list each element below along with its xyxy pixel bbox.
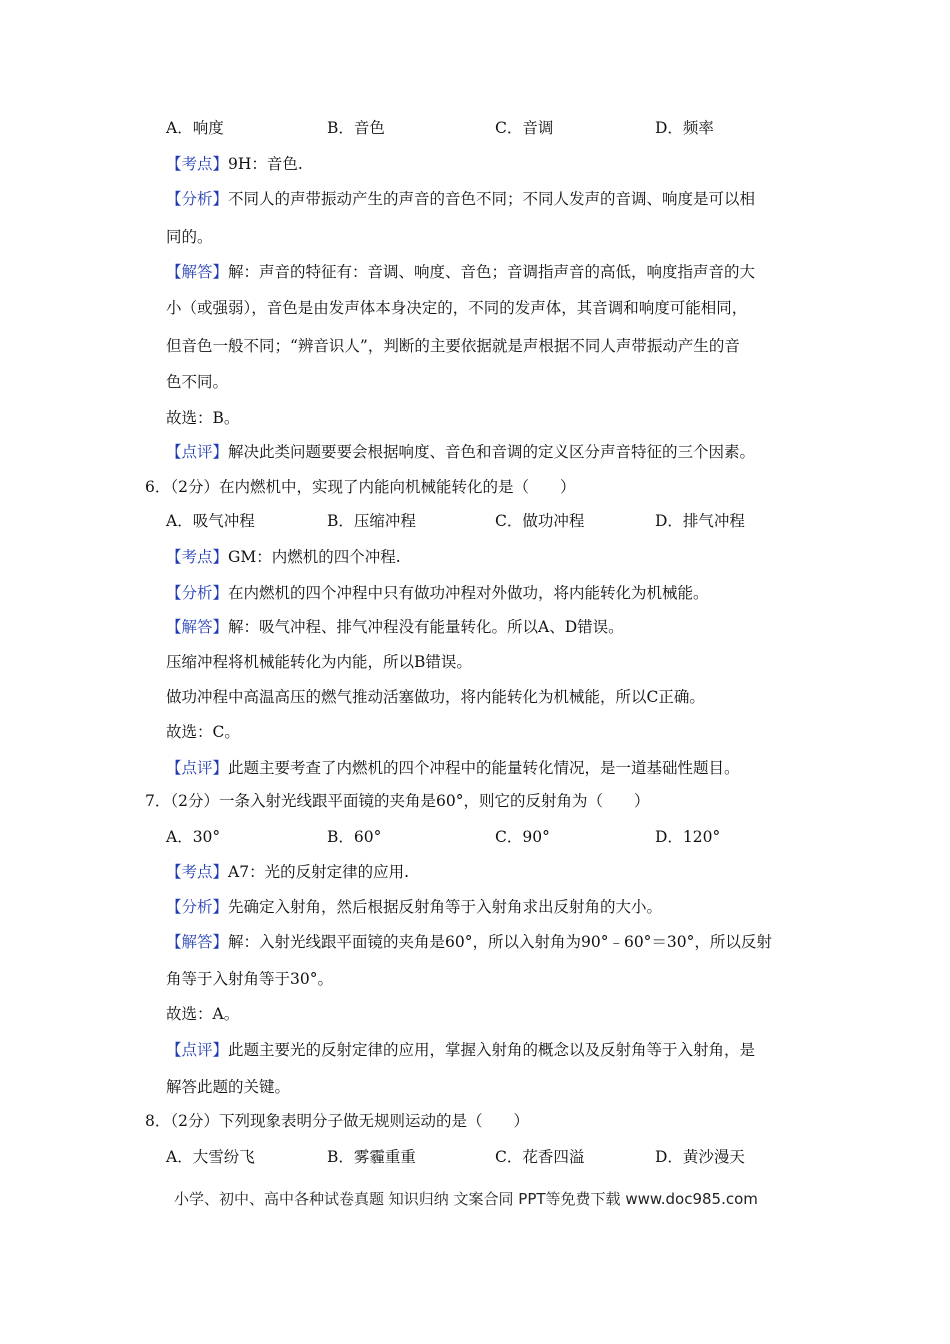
fenxi-line [166, 582, 709, 604]
option-c: C．花香四溢 [495, 1148, 585, 1166]
fenxi-text: 在内燃机的四个冲程中只有做功冲程对外做功，将内能转化为机械能。 [228, 584, 709, 602]
option-d: D．黄沙漫天 [655, 1148, 745, 1166]
page-footer: 小学、初中、高中各种试卷真题 知识归纳 文案合同 PPT等免费下载 www.doc985.com [174, 1190, 758, 1208]
dianping-line [166, 1039, 755, 1061]
kaodian-tag: 【考点】 [166, 548, 229, 566]
option-b: B．压缩冲程 [327, 512, 416, 530]
jieda-tag: 【解答】 [166, 618, 229, 636]
dianping-line [166, 757, 740, 779]
dianping-tag: 【点评】 [166, 759, 229, 777]
fenxi-line [166, 896, 662, 918]
fenxi-text: 不同人的声带振动产生的声音的音色不同；不同人发声的音调、响度是可以相 [228, 190, 756, 208]
jieda-text-cont: 色不同。 [166, 373, 229, 391]
jieda-line [166, 261, 755, 283]
kaodian-line [166, 546, 401, 568]
dianping-tag: 【点评】 [166, 443, 229, 461]
jieda-tag: 【解答】 [166, 933, 229, 951]
fenxi-tag: 【分析】 [166, 190, 229, 208]
fenxi-line [166, 188, 755, 210]
answer-line: 故选：B。 [166, 409, 240, 427]
jieda-text: 解：声音的特征有：音调、响度、音色；音调指声音的高低，响度指声音的大 [228, 263, 756, 281]
kaodian-text: A7：光的反射定律的应用. [228, 863, 409, 881]
option-c: C．90° [495, 828, 550, 846]
question-6: 6．（2分）在内燃机中，实现了内能向机械能转化的是（ ） [145, 478, 576, 496]
question-8: 8．（2分）下列现象表明分子做无规则运动的是（ ） [145, 1112, 529, 1130]
jieda-text-cont: 压缩冲程将机械能转化为内能，所以B错误。 [166, 653, 472, 671]
dianping-tag: 【点评】 [166, 1041, 229, 1059]
kaodian-text: 9H：音色. [228, 155, 303, 173]
jieda-text-cont: 角等于入射角等于30°。 [166, 970, 333, 988]
answer-line: 故选：A。 [166, 1005, 240, 1023]
kaodian-tag: 【考点】 [166, 155, 229, 173]
jieda-text: 解：入射光线跟平面镜的夹角是60°，所以入射角为90°﹣60°＝30°，所以反射 [228, 933, 772, 951]
fenxi-text: 先确定入射角，然后根据反射角等于入射角求出反射角的大小。 [228, 898, 663, 916]
option-b: B．音色 [327, 119, 385, 137]
option-b: B．60° [327, 828, 382, 846]
option-d: D．120° [655, 828, 721, 846]
jieda-text-cont: 做功冲程中高温高压的燃气推动活塞做功，将内能转化为机械能，所以C正确。 [166, 688, 705, 706]
answer-line: 故选：C。 [166, 723, 240, 741]
jieda-text-cont: 小（或强弱），音色是由发声体本身决定的，不同的发声体，其音调和响度可能相同， [166, 299, 748, 317]
question-7: 7．（2分）一条入射光线跟平面镜的夹角是60°，则它的反射角为（ ） [145, 792, 650, 810]
option-b: B．雾霾重重 [327, 1148, 416, 1166]
option-c: C．音调 [495, 119, 554, 137]
option-d: D．频率 [655, 119, 714, 137]
option-c: C．做功冲程 [495, 512, 585, 530]
dianping-text: 此题主要考查了内燃机的四个冲程中的能量转化情况，是一道基础性题目。 [228, 759, 740, 777]
option-d: D．排气冲程 [655, 512, 745, 530]
jieda-text: 解：吸气冲程、排气冲程没有能量转化。所以A、D错误。 [228, 618, 624, 636]
option-a: A．吸气冲程 [166, 512, 255, 530]
jieda-tag: 【解答】 [166, 263, 229, 281]
kaodian-line [166, 861, 409, 883]
kaodian-text: GM：内燃机的四个冲程. [228, 548, 401, 566]
jieda-line [166, 931, 772, 953]
option-a: A．30° [166, 828, 221, 846]
fenxi-text-cont: 同的。 [166, 228, 213, 246]
option-a: A．大雪纷飞 [166, 1148, 255, 1166]
fenxi-tag: 【分析】 [166, 898, 229, 916]
option-a: A．响度 [166, 119, 224, 137]
dianping-line [166, 441, 755, 463]
jieda-text-cont: 但音色一般不同；“辨音识人”，判断的主要依据就是声根据不同人声带振动产生的音 [166, 337, 740, 355]
dianping-text-cont: 解答此题的关键。 [166, 1078, 291, 1096]
kaodian-tag: 【考点】 [166, 863, 229, 881]
kaodian-line [166, 153, 303, 175]
fenxi-tag: 【分析】 [166, 584, 229, 602]
dianping-text: 解决此类问题要要会根据响度、音色和音调的定义区分声音特征的三个因素。 [228, 443, 756, 461]
jieda-line [166, 616, 624, 638]
dianping-text: 此题主要光的反射定律的应用，掌握入射角的概念以及反射角等于入射角，是 [228, 1041, 756, 1059]
